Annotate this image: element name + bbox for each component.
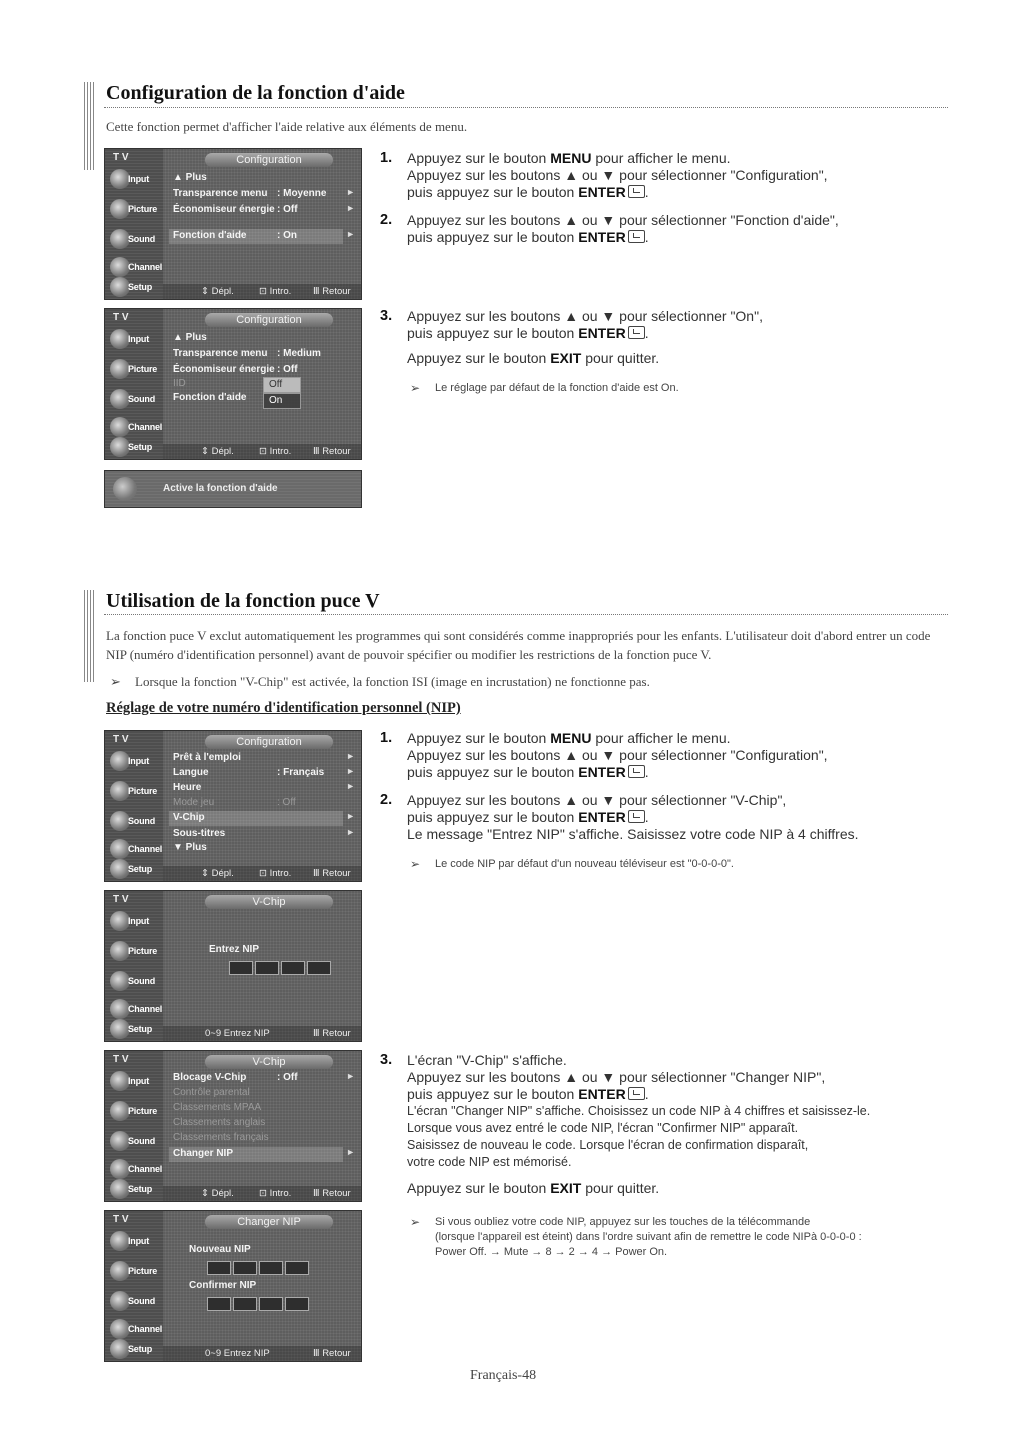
pin-digit-box	[233, 1261, 257, 1275]
tv-sidebar: T V Input Picture Sound Channel Setup	[105, 891, 163, 1041]
option-popup: Off On	[263, 377, 301, 409]
pin-digit-box	[281, 961, 305, 975]
picture-icon	[110, 359, 130, 379]
pin-digit-box	[259, 1261, 283, 1275]
setup-icon	[110, 1179, 130, 1199]
note: ➢ Le réglage par défaut de la fonction d'aide est On.	[410, 381, 679, 395]
menu-row: Économiseur énergie : Off ►	[173, 203, 355, 215]
enter-icon	[628, 810, 645, 823]
menu-footer: ⇕ Dépl. ⊡ Intro. Ⅲ Retour	[163, 284, 361, 299]
picture-icon	[110, 199, 130, 219]
enter-icon	[628, 765, 645, 778]
menu-title: Configuration	[205, 313, 333, 327]
step-2: 2. Appuyez sur les boutons ▲ ou ▼ pour sélectionner "V-Chip", puis appuyez sur le bouton ENTER . Le message "Entrez NIP" s'affiche. Saisissez votre code NIP à 4 chiffres.	[380, 792, 859, 842]
pin-digit-box	[285, 1297, 309, 1311]
tv-sidebar	[105, 149, 163, 299]
menu-footer: ⇕ Dépl. ⊡ Intro. Ⅲ Retour	[163, 866, 361, 881]
step-1: 1. Appuyez sur le bouton MENU pour afficher le menu. Appuyez sur les boutons ▲ ou ▼ pour sélectionner "Configuration", puis appuyez sur le bouton ENTER .	[380, 730, 828, 780]
tv-sidebar: T V Input Picture Sound Channel Setup	[105, 309, 163, 459]
chevron-right-icon: ►	[346, 203, 355, 213]
tv-screen-configuration	[104, 148, 362, 300]
sound-icon	[110, 389, 130, 409]
note-arrow-icon: ➢	[410, 381, 421, 395]
tv-label: T V	[113, 152, 129, 163]
sidebar-item-sound: Sound	[108, 225, 160, 253]
picture-icon	[110, 1101, 130, 1121]
pin-digit-box	[259, 1297, 283, 1311]
sound-icon	[110, 811, 130, 831]
setup-icon	[110, 277, 130, 297]
menu-row: ▲ Plus	[173, 172, 207, 183]
setup-icon	[110, 859, 130, 879]
input-icon	[110, 1231, 130, 1251]
sidebar-item-setup: Setup	[108, 273, 160, 300]
sidebar-item-channel: Channel	[108, 253, 160, 281]
pin-digit-box	[255, 961, 279, 975]
input-icon	[110, 911, 130, 931]
help-bar: Active la fonction d'aide	[104, 470, 362, 508]
sound-icon	[110, 971, 130, 991]
section-intro: Cette fonction permet d'afficher l'aide relative aux éléments de menu.	[106, 119, 468, 134]
note-arrow-icon: ➢	[410, 1215, 421, 1229]
note: ➢ Si vous oubliez votre code NIP, appuyez sur les touches de la télécommande (lorsque l'appareil est éteint) dans l'ordre suivant afin de remettre le code NIPà 0-0-0-0 : Power Off. → Mute → 8 → 2 → 4 → Power On.	[410, 1215, 862, 1258]
enter-icon	[628, 1087, 645, 1100]
sidebar-item-picture: Picture	[108, 195, 160, 223]
sound-icon	[110, 1291, 130, 1311]
tv-screen-change-pin: T V Input Picture Sound Channel Setup Changer NIP Nouveau NIP Confirmer NIP 0~9 Entrez NIP Ⅲ Retour	[104, 1210, 362, 1362]
section-divider	[104, 107, 948, 108]
menu-row-selected: V-Chip ►	[169, 811, 343, 826]
menu-title: Changer NIP	[205, 1215, 333, 1229]
step-3: 3. Appuyez sur les boutons ▲ ou ▼ pour sélectionner "On", puis appuyez sur le bouton ENTER . Appuyez sur le bouton EXIT pour quitter.	[380, 308, 763, 366]
section-title: Utilisation de la fonction puce V	[106, 590, 380, 612]
step-3: 3. L'écran "V-Chip" s'affiche. Appuyez sur les boutons ▲ ou ▼ pour sélectionner "Changer NIP", puis appuyez sur le bouton ENTER . L'écran "Changer NIP" s'affiche. Choisissez un code NIP à 4 chiffres et saisissez-le. Lorsque vous avez entré le code NIP, l'écran "Confirmer NIP" apparaît. Saisissez de nouveau le code. Lorsque l'écran de confirmation disparaît, votre code NIP est mémorisé. Appuyez sur le bouton EXIT pour quitter.	[380, 1052, 871, 1196]
menu-title: Configuration	[205, 153, 333, 167]
picture-icon	[110, 1261, 130, 1281]
menu-footer: 0~9 Entrez NIP Ⅲ Retour	[163, 1346, 361, 1361]
setup-icon	[110, 1339, 130, 1359]
menu-title: V-Chip	[205, 895, 333, 909]
input-icon	[110, 169, 130, 189]
tv-sidebar: T V Input Picture Sound Channel Setup	[105, 1211, 163, 1361]
menu-title: Configuration	[205, 735, 333, 749]
enter-icon	[628, 185, 645, 198]
enter-icon	[628, 326, 645, 339]
section-intro: La fonction puce V exclut automatiquement les programmes qui sont considérés comme inappropriés pour les enfants. L'utilisateur doit d'abord entrer un code NIP (numéro d'identification personnel) avant de pouvoir spécifier ou modifier les restrictions de la fonction puce V.	[106, 628, 931, 662]
note-arrow-icon: ➢	[110, 674, 121, 689]
picture-icon	[110, 941, 130, 961]
menu-row-selected: Changer NIP ►	[169, 1147, 343, 1162]
pin-digit-box	[285, 1261, 309, 1275]
section-marker	[84, 82, 96, 170]
menu-footer: ⇕ Dépl. ⊡ Intro. Ⅲ Retour	[163, 444, 361, 459]
setup-icon	[110, 437, 130, 457]
pin-digit-box	[207, 1297, 231, 1311]
menu-footer: 0~9 Entrez NIP Ⅲ Retour	[163, 1026, 361, 1041]
step-1: 1. Appuyez sur le bouton MENU pour afficher le menu. Appuyez sur les boutons ▲ ou ▼ pour sélectionner "Configuration", puis appuyez sur le bouton ENTER .	[380, 150, 828, 200]
sidebar-item-input: Input	[108, 165, 160, 193]
note: ➢ Le code NIP par défaut d'un nouveau téléviseur est "0-0-0-0".	[410, 857, 734, 871]
pin-digit-box	[233, 1297, 257, 1311]
input-icon	[110, 329, 130, 349]
menu-title: V-Chip	[205, 1055, 333, 1069]
pin-digit-box	[307, 961, 331, 975]
section-title: Configuration de la fonction d'aide	[106, 82, 405, 104]
tv-sidebar: T V Input Picture Sound Channel Setup	[105, 1051, 163, 1201]
menu-footer: ⇕ Dépl. ⊡ Intro. Ⅲ Retour	[163, 1186, 361, 1201]
chevron-right-icon: ►	[346, 229, 355, 239]
tv-sidebar: T V Input Picture Sound Channel Setup	[105, 731, 163, 881]
input-icon	[110, 1071, 130, 1091]
menu-row-selected: Fonction d'aide : On ►	[169, 229, 343, 244]
note-arrow-icon: ➢	[410, 857, 421, 871]
setup-icon	[110, 1019, 130, 1039]
chevron-right-icon: ►	[346, 187, 355, 197]
page-number: Français-48	[470, 1368, 537, 1383]
help-icon	[113, 477, 137, 501]
section-divider	[104, 614, 948, 615]
subsection-heading: Réglage de votre numéro d'identification personnel (NIP)	[106, 700, 461, 716]
step-2: 2. Appuyez sur les boutons ▲ ou ▼ pour sélectionner "Fonction d'aide", puis appuyez sur le bouton ENTER .	[380, 212, 839, 245]
enter-icon	[628, 230, 645, 243]
input-icon	[110, 751, 130, 771]
tv-screen-vchip: T V Input Picture Sound Channel Setup V-Chip Blocage V-Chip : Off ► Contrôle parental Classements MPAA Classements anglais Classements français Changer NIP ► ⇕ Dépl. ⊡ Intro. Ⅲ Retour	[104, 1050, 362, 1202]
menu-row: Transparence menu : Moyenne ►	[173, 187, 355, 199]
section-marker	[84, 590, 96, 682]
pin-digit-box	[207, 1261, 231, 1275]
tv-screen-enter-pin: T V Input Picture Sound Channel Setup V-Chip Entrez NIP 0~9 Entrez NIP Ⅲ Retour	[104, 890, 362, 1042]
picture-icon	[110, 781, 130, 801]
intro-note: ➢ Lorsque la fonction "V-Chip" est activée, la fonction ISI (image en incrustation) ne fonctionne pas.	[110, 674, 650, 689]
tv-screen-help-popup: T V Input Picture Sound Channel Setup Configuration ▲ Plus Transparence menu : Medium Économiseur énergie : Off IID Fonction d'aide Off On ⇕ Dépl. ⊡ Intro. Ⅲ Retour	[104, 308, 362, 460]
sound-icon	[110, 1131, 130, 1151]
tv-screen-configuration-list: T V Input Picture Sound Channel Setup Configuration Prêt à l'emploi ► Langue : Français ► Heure ► Mode jeu : Off V-Chip ► Sous-titres ► ▼ Plus ⇕ Dépl. ⊡ Intro. Ⅲ Retour	[104, 730, 362, 882]
pin-digit-box	[229, 961, 253, 975]
sound-icon	[110, 229, 130, 249]
